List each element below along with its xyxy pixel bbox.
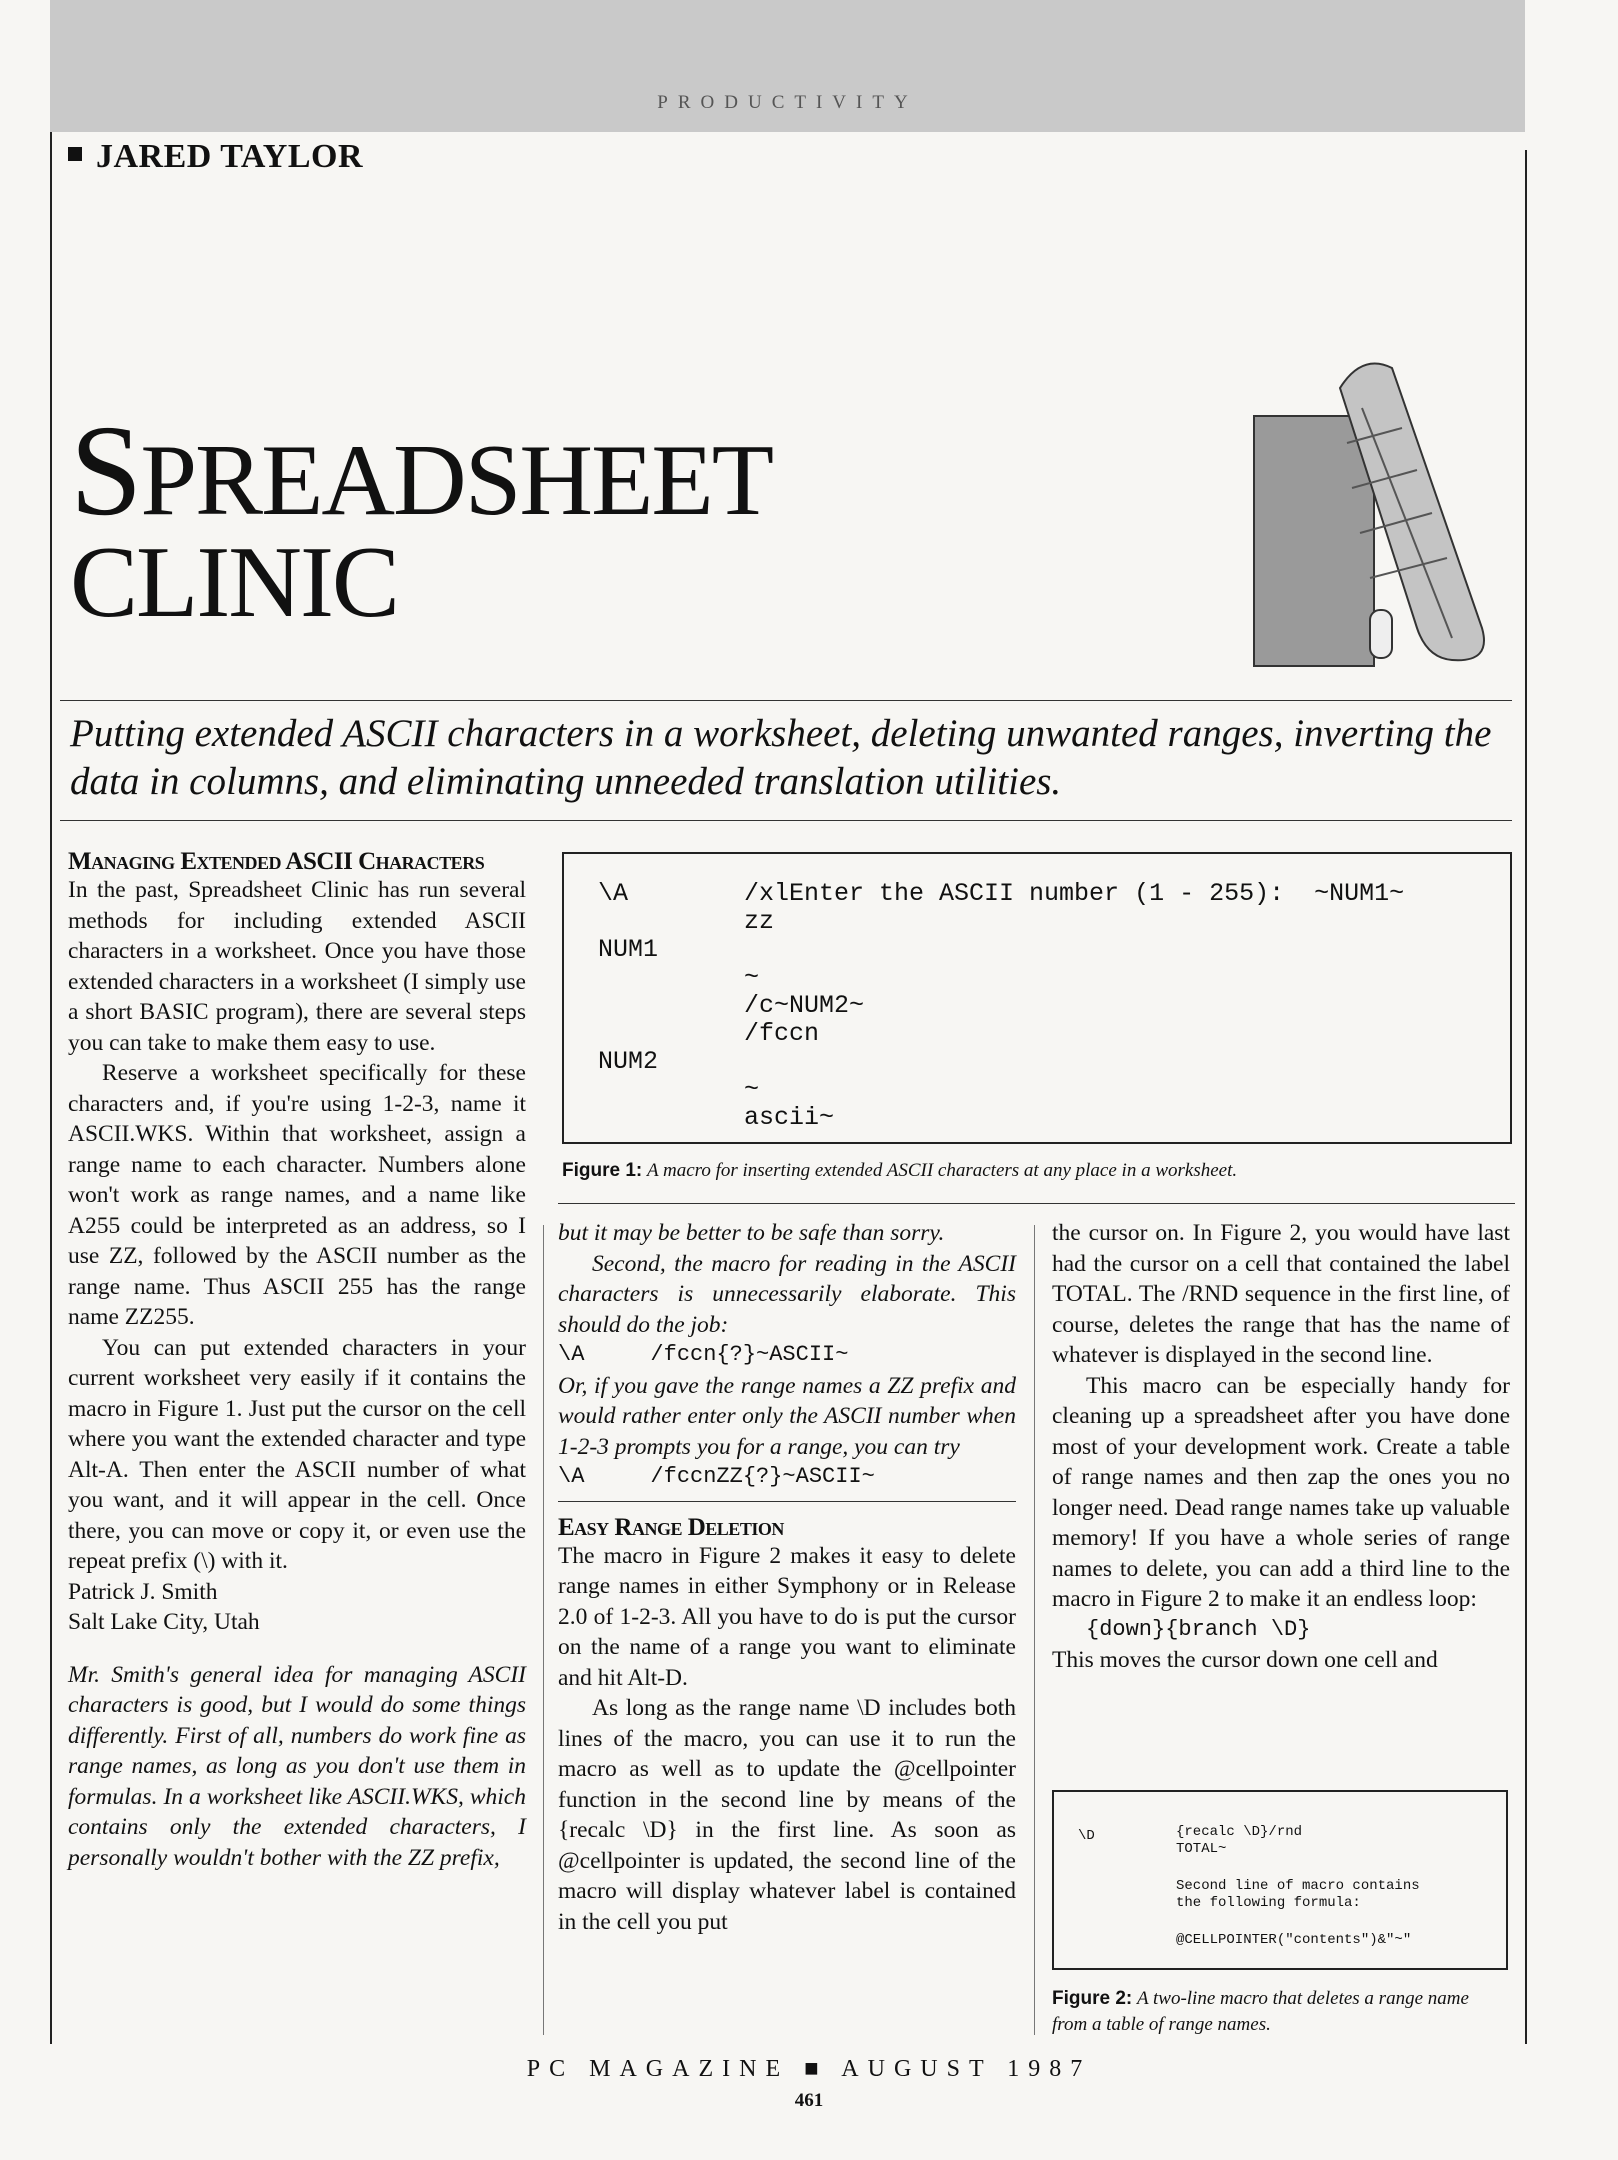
magazine-footer: PC MAGAZINE ■ AUGUST 1987 — [526, 2056, 1092, 2082]
figure-2-box — [1052, 1790, 1508, 1970]
code-snippet: \A /fccnZZ{?}~ASCII~ — [558, 1464, 875, 1489]
code-snippet: \A /fccn{?}~ASCII~ — [558, 1342, 849, 1367]
macro-code: ascii~ — [744, 1103, 835, 1132]
macro-code: /xlEnter the ASCII number (1 - 255): ~NUM1~ — [744, 879, 1405, 908]
bullet-square-icon — [68, 147, 82, 161]
column-rule-1 — [543, 1225, 544, 2035]
macro-code: /c~NUM2~ — [744, 991, 865, 1020]
paragraph: the cursor on. In Figure 2, you would have last had the cursor on a cell that contained the label TOTAL. The /RND sequence in the first line, of course, deletes the range that has the name of whatever is displayed in the second line. — [1052, 1220, 1510, 1368]
figure-2-caption: Figure 2: A two-line macro that deletes a range name from a table of range names. — [1052, 1988, 1469, 2035]
figure-1-rule — [558, 1203, 1515, 1204]
paragraph: This macro can be especially handy for cleaning up a spreadsheet after you have done most of your development work. Create a table of range names and then zap the ones you no longer need. Dead range names take up valuable memory! If you have a whole series of range names to delete, you can add a third line to the macro in Figure 2 to make it an endless loop: — [1052, 1372, 1510, 1612]
macro-label: \A — [598, 879, 629, 908]
macro-code: /fccn — [744, 1019, 820, 1048]
paragraph: Second, the macro for reading in the ASCII characters is unnecessarily elaborate. This should do the job: — [558, 1250, 1016, 1338]
paragraph: Mr. Smith's general idea for managing ASCII characters is good, but I would do some things differently. First of all, numbers do work fine as range names, as long as you don't use them in formulas. In a worksheet like ASCII.WKS, which contains only the extended characters, I personally wouldn't bother with the ZZ prefix, — [68, 1661, 526, 1871]
column-rule-2 — [1034, 1225, 1035, 2035]
paragraph: The macro in Figure 2 makes it easy to delete range names in either Symphony or in Release 2.0 of 1-2-3. All you have to do is put the cursor on the name of a range you want to eliminate and hit Alt-D. — [558, 1542, 1016, 1691]
left-rule — [50, 132, 52, 2044]
paragraph: but it may be better to be safe than sorry. — [558, 1220, 945, 1246]
section-heading: Easy Range Deletion — [558, 1513, 784, 1541]
column-1 — [68, 848, 526, 1873]
deck-rule — [60, 820, 1512, 821]
spreadsheet-page-icon — [1252, 348, 1497, 668]
macro-code: zz — [744, 907, 775, 936]
article-title: SPREADSHEET CLINIC — [70, 399, 773, 639]
paragraph: This moves the cursor down one cell and — [1052, 1647, 1438, 1673]
section-rule — [558, 1501, 1016, 1502]
paragraph: In the past, Spreadsheet Clinic has run several methods for including extended ASCII characters in a worksheet. Once you have those extended characters in a worksheet (I simply use a short BASIC program), there are several steps you can take to make them easy to use. — [68, 877, 526, 1056]
title-rule — [60, 700, 1512, 701]
paragraph: Reserve a worksheet specifically for these characters and, if you're using 1-2-3, name it ASCII.WKS. Within that worksheet, assign a range name to each character. Numbers alone won't work as range names, and a name like A255 could be interpreted as an address, so I use ZZ, followed by the ASCII number as the range name. Thus ASCII 255 has the range name ZZ255. — [68, 1060, 526, 1330]
column-3 — [1052, 1218, 1510, 1676]
section-heading: Managing Extended ASCII Characters — [68, 848, 485, 875]
figure-1-caption: Figure 1: A macro for inserting extended ASCII characters at any place in a worksheet. — [562, 1160, 1238, 1181]
macro-note: the following formula: — [1176, 1895, 1361, 1911]
macro-label: \D — [1078, 1828, 1095, 1844]
article-deck: Putting extended ASCII characters in a worksheet, deleting unwanted ranges, inverting the data in columns, and eliminating unneeded translation utilities. — [70, 712, 1492, 803]
paragraph: Or, if you gave the range names a ZZ prefix and would rather enter only the ASCII number when 1-2-3 prompts you for a range, you can try — [558, 1372, 1016, 1460]
author-byline: JARED TAYLOR — [68, 138, 363, 176]
macro-label: NUM1 — [598, 935, 659, 964]
macro-code: {recalc \D}/rnd — [1176, 1824, 1303, 1840]
section-label: PRODUCTIVITY — [657, 92, 918, 113]
figure-1-box — [562, 852, 1512, 1144]
macro-label: NUM2 — [598, 1047, 659, 1076]
macro-code: ~ — [744, 1075, 760, 1104]
column-2 — [558, 1218, 1016, 1937]
page-number: 461 — [794, 2090, 824, 2111]
macro-formula: @CELLPOINTER("contents")&"~" — [1176, 1932, 1412, 1948]
macro-note: Second line of macro contains — [1176, 1878, 1420, 1894]
letter-signature-place: Salt Lake City, Utah — [68, 1609, 260, 1635]
paragraph: You can put extended characters in your current worksheet very easily if it contains the macro in Figure 1. Just put the cursor on the cell where you want the extended character and type Alt-A. Then enter the ASCII number of what you want, and it will appear in the cell. Once there, you can move or copy it, or even use the repeat prefix (\) with it. — [68, 1334, 526, 1574]
letter-signature-name: Patrick J. Smith — [68, 1578, 218, 1605]
right-rule — [1525, 150, 1527, 2044]
macro-code: ~ — [744, 963, 760, 992]
paragraph: As long as the range name \D includes both lines of the macro, you can use it to run the macro as well as to update the @cellpointer function in the second line by means of the {recalc \D} in the first line. As soon as @cellpointer is updated, the second line of the macro will display whatever label is contained in the cell you put — [558, 1695, 1016, 1935]
code-snippet: {down}{branch \D} — [1086, 1616, 1311, 1642]
macro-code: TOTAL~ — [1176, 1841, 1227, 1857]
